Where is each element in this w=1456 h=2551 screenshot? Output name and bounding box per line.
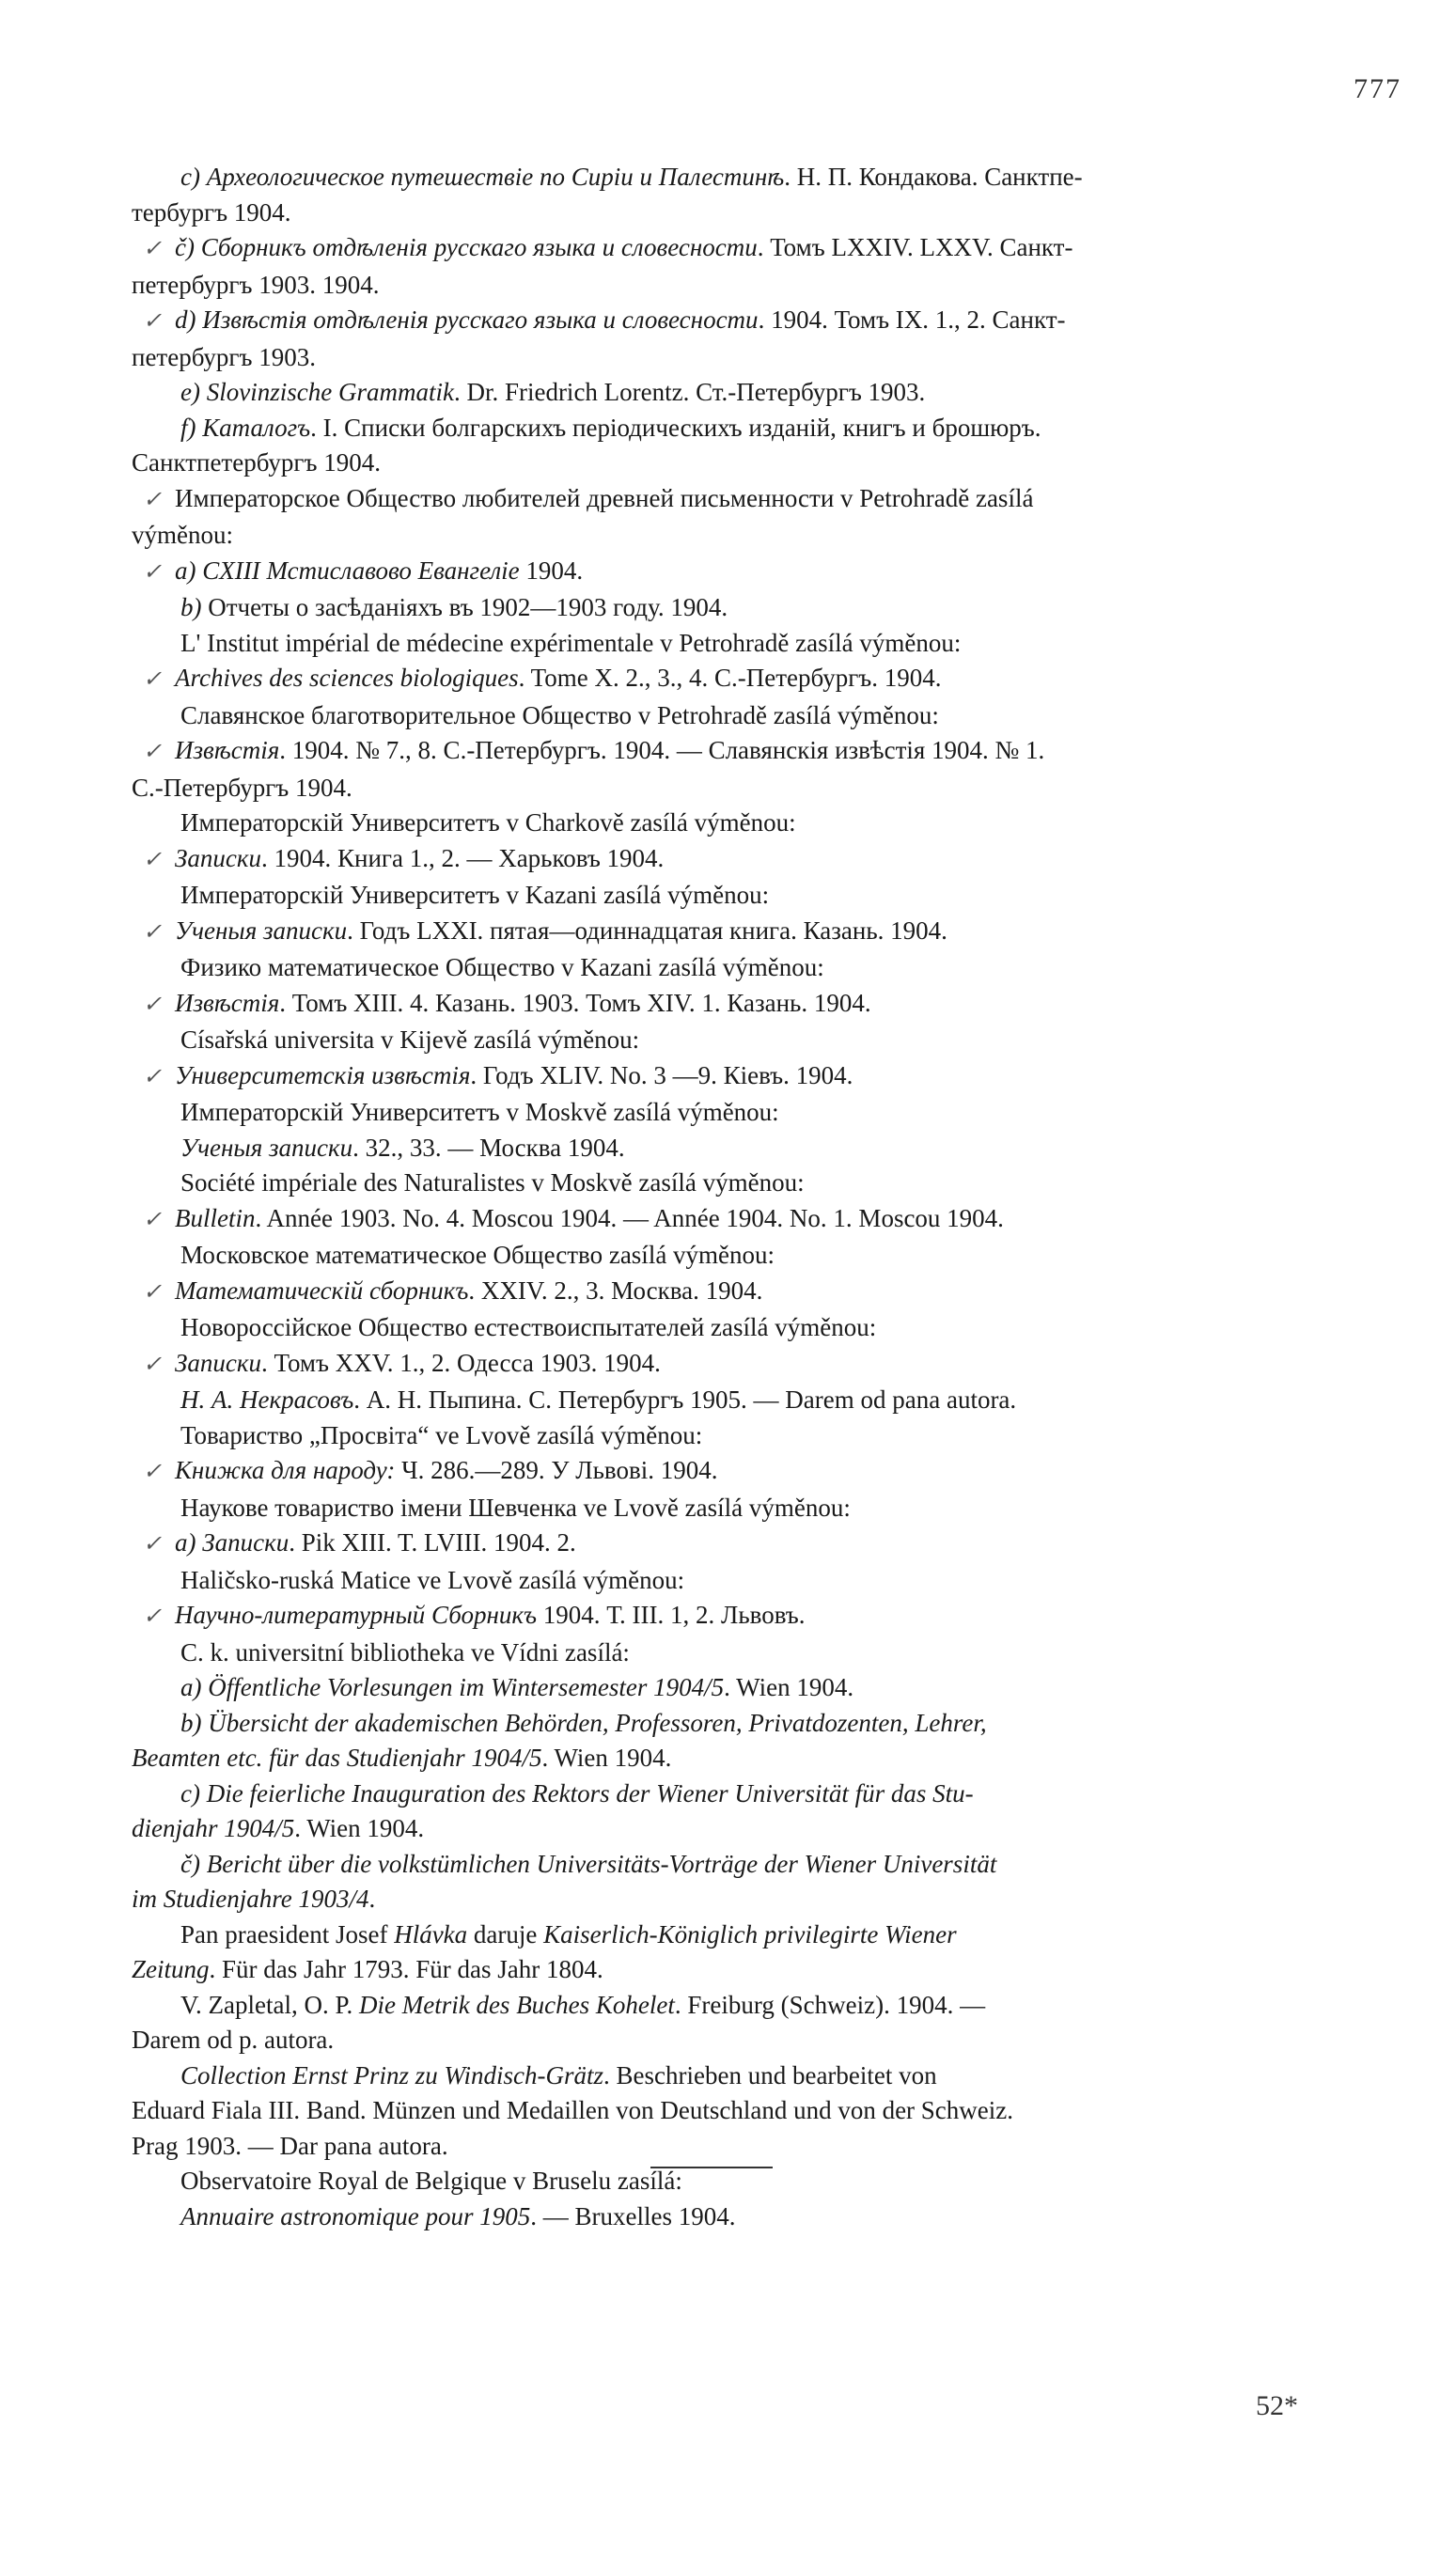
check-mark-icon: ✓: [143, 1460, 163, 1484]
line-segment: Научно-литературный Сборникъ: [175, 1601, 537, 1629]
check-mark-icon: ✓: [143, 1279, 163, 1305]
line-segment: Новороссійское Общество естествоиспытателей zasílá výměnou:: [180, 1313, 877, 1341]
text-line: [132, 661, 1396, 698]
text-line: [132, 1023, 1396, 1058]
line-segment: 1904.: [519, 556, 584, 585]
text-line: [132, 446, 1396, 481]
line-segment: Извѣстія: [175, 988, 280, 1017]
text-line: [132, 1453, 1396, 1491]
line-segment: Товариство „Просвіта“ ve Lvově zasílá výměnou:: [180, 1420, 703, 1449]
text-line: [132, 841, 1396, 879]
text-line: [132, 771, 1396, 806]
line-segment: . — Bruxelles 1904.: [530, 2201, 736, 2230]
text-line: [132, 1706, 1396, 1742]
text-line: [132, 698, 1396, 734]
text-line: [132, 1882, 1396, 1917]
line-segment: С.-Петербургъ 1904.: [132, 773, 352, 802]
line-segment: Сборникъ отдѣленія русскаго языка и словесности: [200, 233, 758, 261]
line-segment: Beamten etc. für das Studienjahr 1904/5: [132, 1744, 542, 1772]
text-line: [132, 1166, 1396, 1201]
line-segment: . Pik XIII. T. LVIII. 1904. 2.: [289, 1528, 576, 1557]
line-segment: Математическій сборникъ: [175, 1276, 469, 1305]
text-line: [132, 268, 1396, 304]
line-segment: . XXIV. 2., 3. Москва. 1904.: [468, 1276, 763, 1305]
line-segment: . Томъ XIII. 4. Казань. 1903. Томъ XIV. 1. Казань. 1904.: [279, 988, 871, 1017]
text-line: [132, 914, 1396, 951]
line-segment: Извѣстія отдѣленія русскаго языка и словесности: [202, 305, 759, 334]
text-line: [132, 733, 1396, 771]
line-segment: c): [180, 1778, 207, 1808]
check-mark-icon: ✓: [143, 992, 163, 1017]
text-line: [132, 481, 1396, 519]
line-segment: im Studienjahre 1903/4: [132, 1885, 369, 1913]
line-segment: Ч. 286.—289. У Львові. 1904.: [395, 1456, 718, 1484]
check-mark-icon: ✓: [143, 237, 163, 261]
text-line: [132, 2023, 1396, 2058]
line-segment: . Годъ LXXI. пятая—одиннадцатая книга. Казань. 1904.: [347, 916, 947, 945]
line-segment: . 1904. Томъ IX. 1., 2. Санкт-: [758, 305, 1066, 334]
line-segment: Книжка для народу:: [175, 1456, 396, 1484]
line-segment: Записки: [175, 843, 261, 872]
line-segment: тербургъ 1904.: [132, 197, 291, 227]
text-line: [132, 340, 1396, 376]
end-rule: [650, 2167, 773, 2168]
line-segment: č): [175, 233, 201, 261]
text-line: [132, 1491, 1396, 1526]
line-segment: . Годъ XLIV. No. 3 —9. Кіевъ. 1904.: [470, 1060, 853, 1089]
text-line: [132, 986, 1396, 1024]
line-segment: Pan praesident Josef: [180, 1919, 395, 1948]
check-mark-icon: ✓: [143, 847, 163, 872]
line-segment: Наукове товариство імени Шевченка ve Lvově zasílá výměnou:: [180, 1493, 851, 1522]
line-segment: . Томъ XXV. 1., 2. Одесса 1903. 1904.: [260, 1348, 661, 1377]
text-line: [132, 411, 1396, 446]
line-segment: . Für das Jahr 1793. Für das Jahr 1804.: [209, 1955, 603, 1983]
text-line: [132, 878, 1396, 914]
line-segment: Археологическое путешествіе по Сиріи и Палестинѣ: [206, 163, 785, 191]
line-segment: Annuaire astronomique pour 1905: [180, 2201, 531, 2230]
text-line: [132, 1670, 1396, 1706]
text-line: [132, 1635, 1396, 1671]
line-segment: Öffentliche Vorlesungen im Wintersemester 1904/5: [208, 1673, 725, 1701]
text-line: [132, 1563, 1396, 1599]
line-segment: Société impériale des Naturalistes v Moskvě zasílá výměnou:: [180, 1168, 805, 1197]
line-segment: Bulletin: [175, 1203, 256, 1232]
text-line: [132, 1776, 1396, 1812]
line-segment: . 32., 33. — Москва 1904.: [352, 1133, 625, 1162]
line-segment: Физико математическое Общество v Kazani zasílá výměnou:: [180, 953, 824, 981]
line-segment: Каталогъ: [202, 413, 311, 442]
text-line: [132, 1526, 1396, 1563]
text-line: [132, 1095, 1396, 1131]
line-segment: d): [175, 305, 203, 334]
line-segment: . Freiburg (Schweiz). 1904. —: [674, 1990, 986, 2019]
line-segment: Kaiserlich-Königlich privilegirte Wiener: [543, 1919, 957, 1948]
line-segment: . А. Н. Пыпина. С. Петербургъ 1905. — Darem od pana autora.: [353, 1385, 1017, 1414]
line-segment: Archives des sciences biologiques: [175, 664, 519, 692]
check-mark-icon: ✓: [143, 1064, 163, 1089]
line-segment: петербургъ 1903. 1904.: [132, 270, 380, 299]
text-line: [132, 1847, 1396, 1883]
text-line: [132, 1238, 1396, 1274]
line-segment: . Н. П. Кондакова. Санктпе-: [784, 163, 1083, 191]
line-segment: a): [175, 556, 203, 585]
line-segment: Prag 1903. — Dar pana autora.: [132, 2131, 448, 2160]
line-segment: Славянское благотворительное Общество v Petrohradě zasílá výměnou:: [180, 700, 939, 729]
text-line: [132, 2093, 1396, 2129]
line-segment: Императорскій Университетъ v Kazani zasílá výměnou:: [180, 881, 770, 909]
text-line: [132, 1741, 1396, 1776]
line-segment: Eduard Fiala III. Band. Münzen und Medaillen von Deutschland und von der Schweiz.: [132, 2096, 1014, 2124]
line-segment: Übersicht der akademischen Behörden, Professoren, Privatdozenten, Lehrer,: [208, 1708, 987, 1737]
line-segment: . Dr. Friedrich Lorentz. Ст.-Петербургъ 1903.: [453, 378, 926, 406]
line-segment: . Tome X. 2., 3., 4. С.-Петербургъ. 1904.: [518, 664, 942, 692]
line-segment: Die feierliche Inauguration des Rektors der Wiener Universität für das Stu-: [206, 1778, 974, 1808]
text-line: [132, 2129, 1396, 2165]
check-mark-icon: ✓: [143, 919, 163, 945]
line-segment: V. Zapletal, O. P.: [180, 1990, 359, 2019]
line-segment: Извѣстія: [175, 736, 280, 764]
line-segment: Observatoire Royal de Belgique v Bruselu zasílá:: [180, 2167, 682, 2195]
text-line: [132, 1058, 1396, 1096]
line-segment: Haličsko-ruská Matice ve Lvově zasílá výměnou:: [180, 1565, 685, 1594]
line-segment: . 1904. Книга 1., 2. — Харьковъ 1904.: [260, 843, 665, 872]
line-segment: b): [180, 1708, 209, 1737]
line-segment: L' Institut impérial de médecine expérimentale v Petrohradě zasílá výměnou:: [180, 628, 962, 657]
text-line: [132, 230, 1396, 268]
text-line: [132, 196, 1396, 231]
line-segment: Университетскія извѣстія: [175, 1060, 471, 1089]
text-line: [132, 1598, 1396, 1635]
signature-mark: 52*: [1256, 2390, 1298, 2421]
line-segment: Collection Ernst Prinz zu Windisch-Grätz: [180, 2060, 604, 2089]
text-line: [132, 1274, 1396, 1311]
check-mark-icon: ✓: [143, 1532, 163, 1557]
line-segment: . Wien 1904.: [724, 1673, 854, 1701]
line-segment: Ученыя записки: [175, 916, 348, 945]
line-segment: Императорское Общество любителей древней письменности v Petrohradě zasílá: [175, 483, 1034, 512]
line-segment: b): [180, 593, 209, 621]
line-segment: Zeitung: [132, 1955, 210, 1983]
line-segment: Ученыя записки: [180, 1133, 353, 1162]
text-line: [132, 160, 1396, 196]
text-line: [132, 554, 1396, 591]
check-mark-icon: ✓: [143, 1352, 163, 1377]
line-segment: Bericht über die volkstümlichen Universitäts-Vorträge der Wiener Universität: [206, 1849, 997, 1878]
line-segment: dienjahr 1904/5: [132, 1814, 295, 1842]
line-segment: Императорскій Университетъ v Charkově zasílá výměnou:: [180, 808, 796, 837]
check-mark-icon: ✓: [143, 1207, 163, 1232]
line-segment: Hlávka: [394, 1919, 468, 1948]
text-line: [132, 2164, 1396, 2199]
line-segment: Slovinzische Grammatik: [206, 378, 454, 406]
line-segment: a): [180, 1673, 209, 1701]
line-segment: . Wien 1904.: [541, 1744, 672, 1772]
line-segment: . Томъ LXXIV. LXXV. Санкт-: [757, 233, 1073, 261]
text-line: [132, 1811, 1396, 1847]
check-mark-icon: ✓: [143, 740, 163, 764]
line-segment: . Beschrieben und bearbeitet von: [603, 2060, 937, 2089]
line-segment: . Année 1903. No. 4. Moscou 1904. — Année 1904. No. 1. Moscou 1904.: [255, 1203, 1004, 1232]
text-line: [132, 1917, 1396, 1953]
text-line: [132, 590, 1396, 626]
text-line: [132, 1346, 1396, 1384]
line-segment: f): [180, 413, 203, 442]
text-body: [132, 160, 1396, 2234]
text-line: [132, 1383, 1396, 1418]
line-segment: Císařská universita v Kijevě zasílá výměnou:: [180, 1025, 640, 1054]
line-segment: Die Metrik des Buches Kohelet: [359, 1990, 675, 2019]
text-line: [132, 1201, 1396, 1239]
line-segment: výměnou:: [132, 521, 233, 549]
line-segment: петербургъ 1903.: [132, 342, 316, 371]
check-mark-icon: ✓: [143, 1604, 163, 1629]
line-segment: .: [368, 1885, 376, 1913]
text-line: [132, 950, 1396, 986]
page-number: 777: [1354, 73, 1401, 104]
line-segment: c): [180, 163, 207, 191]
text-line: [132, 1131, 1396, 1166]
line-segment: CXIII Мстиславово Евангеліе: [202, 556, 520, 585]
line-segment: a): [175, 1528, 203, 1557]
line-segment: Darem od p. autora.: [132, 2026, 335, 2054]
line-segment: Записки: [202, 1528, 290, 1557]
text-line: [132, 1310, 1396, 1346]
text-line: [132, 303, 1396, 340]
line-segment: e): [180, 378, 207, 406]
text-line: [132, 1418, 1396, 1454]
line-segment: č): [180, 1849, 207, 1878]
line-segment: Московское математическое Общество zasílá výměnou:: [180, 1241, 775, 1269]
text-line: [132, 626, 1396, 662]
check-mark-icon: ✓: [143, 667, 163, 692]
text-line: [132, 806, 1396, 841]
text-line: [132, 375, 1396, 411]
line-segment: Санктпетербургъ 1904.: [132, 448, 381, 477]
text-line: [132, 1988, 1396, 2024]
text-line: [132, 1952, 1396, 1988]
line-segment: Н. А. Некрасовъ: [180, 1385, 354, 1414]
line-segment: . Wien 1904.: [294, 1814, 425, 1842]
line-segment: daruje: [467, 1919, 544, 1948]
check-mark-icon: ✓: [143, 487, 163, 512]
line-segment: Императорскій Университетъ v Moskvě zasílá výměnou:: [180, 1098, 779, 1126]
check-mark-icon: ✓: [143, 309, 163, 334]
line-segment: Записки: [175, 1348, 261, 1377]
line-segment: Отчеты о засѣданіяхъ въ 1902—1903 году. 1904.: [208, 593, 728, 621]
text-line: [132, 2199, 1396, 2235]
line-segment: C. k. universitní bibliotheka ve Vídni zasílá:: [180, 1637, 630, 1667]
text-line: [132, 518, 1396, 554]
line-segment: . 1904. № 7., 8. С.-Петербургъ. 1904. — Славянскія извѣстія 1904. № 1.: [279, 736, 1045, 764]
check-mark-icon: ✓: [143, 559, 163, 585]
text-line: [132, 2058, 1396, 2094]
line-segment: . I. Списки болгарскихъ періодическихъ изданій, книгъ и брошюръ.: [310, 413, 1041, 442]
line-segment: 1904. Т. III. 1, 2. Львовъ.: [537, 1601, 806, 1629]
